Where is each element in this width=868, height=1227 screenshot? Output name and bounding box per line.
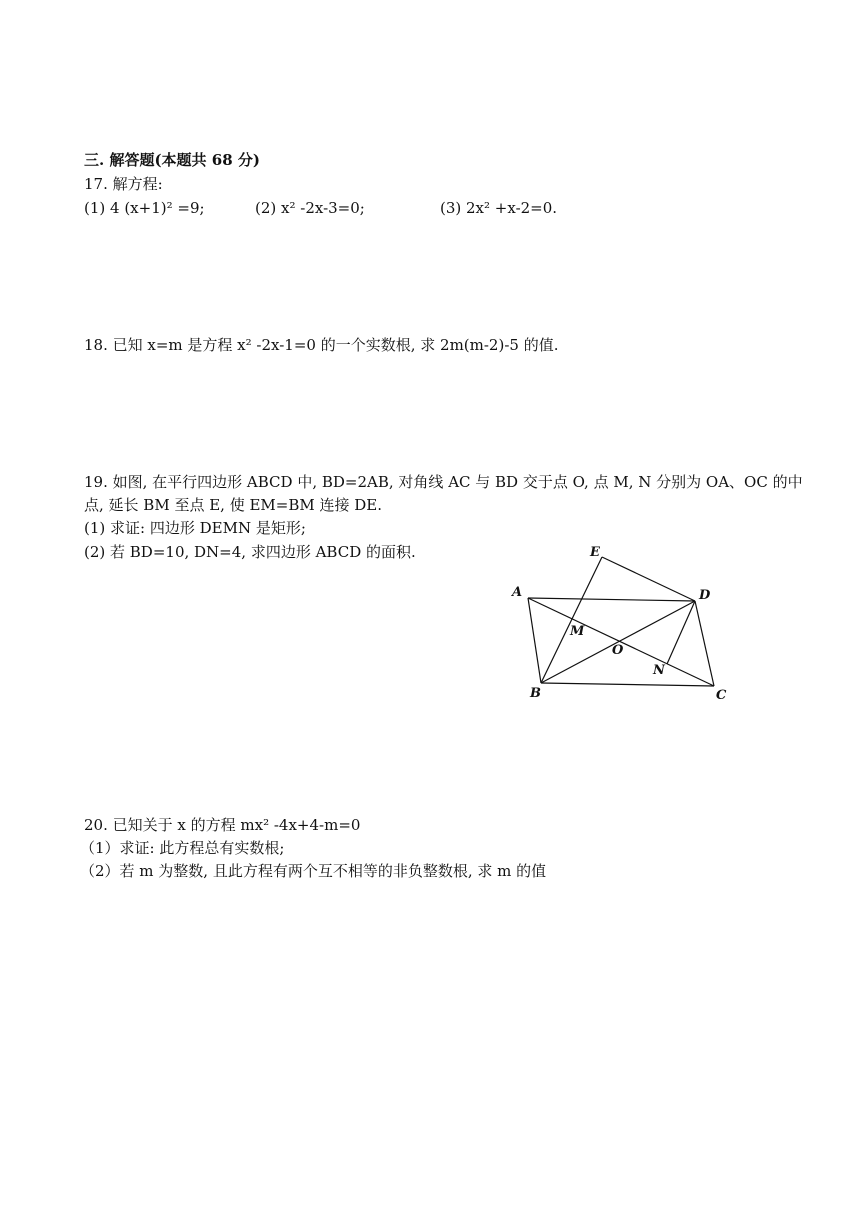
- segment-BC: [541, 683, 714, 686]
- segment-ED: [602, 557, 695, 601]
- label-M: M: [570, 624, 585, 639]
- label-C: C: [716, 688, 727, 703]
- label-A: A: [512, 585, 523, 600]
- label-N: N: [653, 663, 665, 678]
- q17-part-2: (2) x² -2x-3=0;: [255, 199, 365, 217]
- q19-line-2: 点, 延长 BM 至点 E, 使 EM=BM 连接 DE.: [84, 496, 383, 514]
- q17-title: 17. 解方程:: [84, 175, 163, 193]
- q17-part-3: (3) 2x² +x-2=0.: [440, 199, 558, 217]
- segment-AD: [528, 598, 695, 601]
- q20-part-1: （1）求证: 此方程总有实数根;: [80, 839, 285, 857]
- section-heading: 三. 解答题(本题共 68 分): [84, 151, 260, 169]
- q20-title: 20. 已知关于 x 的方程 mx² -4x+4-m=0: [84, 816, 361, 834]
- parallelogram-figure: [500, 540, 740, 710]
- label-D: D: [699, 588, 711, 603]
- label-O: O: [612, 643, 624, 658]
- q18-text: 18. 已知 x=m 是方程 x² -2x-1=0 的一个实数根, 求 2m(m-2)-5 的值.: [84, 336, 559, 354]
- label-B: B: [530, 686, 541, 701]
- diagonal-BD: [541, 601, 695, 683]
- q19-part-1: (1) 求证: 四边形 DEMN 是矩形;: [84, 519, 306, 537]
- q17-part-1: (1) 4 (x+1)² =9;: [84, 199, 205, 217]
- segment-AB: [528, 598, 541, 683]
- segment-DN: [667, 601, 695, 664]
- q19-line-1: 19. 如图, 在平行四边形 ABCD 中, BD=2AB, 对角线 AC 与 BD 交于点 O, 点 M, N 分别为 OA、OC 的中: [84, 473, 803, 491]
- segment-BE: [541, 557, 602, 683]
- diagonal-AC: [528, 598, 714, 686]
- segment-DC: [695, 601, 714, 686]
- q19-part-2: (2) 若 BD=10, DN=4, 求四边形 ABCD 的面积.: [84, 543, 416, 561]
- q20-part-2: （2）若 m 为整数, 且此方程有两个互不相等的非负整数根, 求 m 的值: [80, 862, 547, 880]
- label-E: E: [590, 545, 600, 560]
